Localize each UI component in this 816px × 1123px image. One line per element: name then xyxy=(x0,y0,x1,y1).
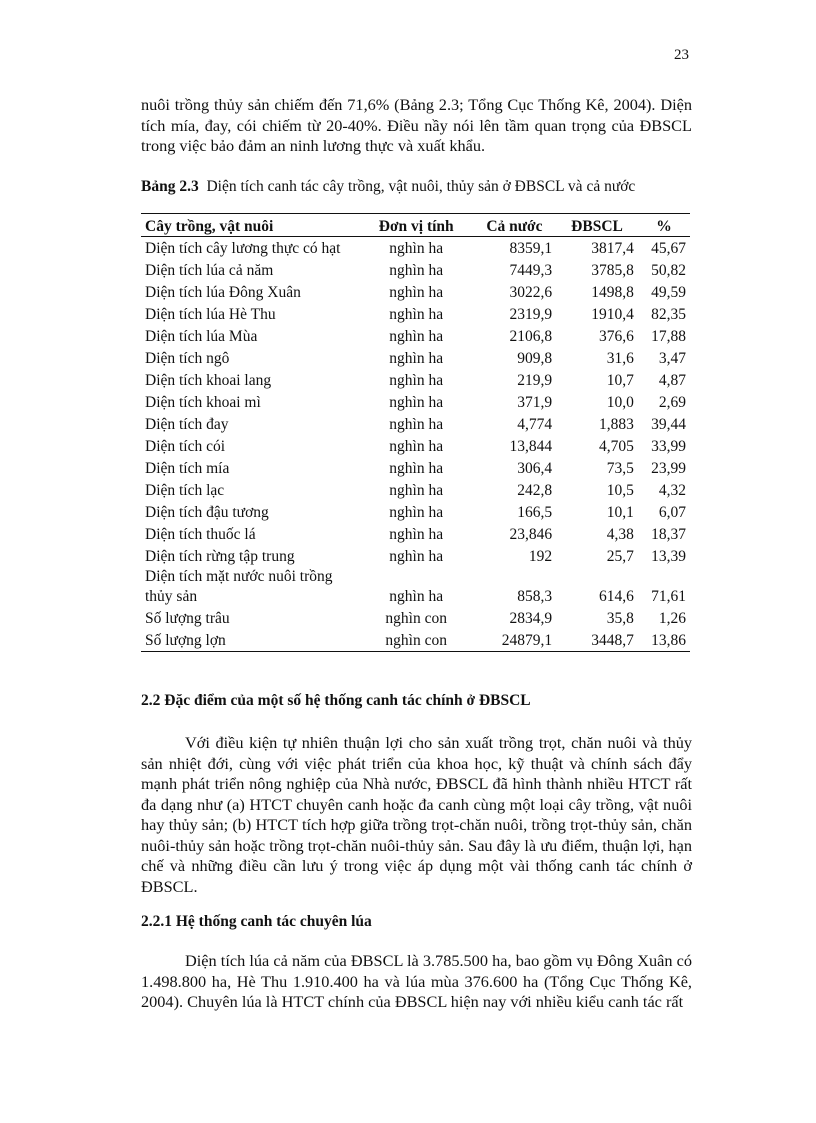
row-crop: Diện tích khoai lang xyxy=(145,372,272,389)
row-crop: Diện tích rừng tập trung xyxy=(145,548,295,565)
row-country: 8359,1 xyxy=(509,240,553,257)
row-mekong: 1,883 xyxy=(599,416,634,433)
table-header-row xyxy=(141,214,690,237)
row-mekong: 35,8 xyxy=(606,610,634,627)
row-crop: Diện tích lúa Hè Thu xyxy=(145,306,276,323)
row-percent: 82,35 xyxy=(651,306,686,323)
row-unit: nghìn ha xyxy=(389,526,444,543)
row-country: 219,9 xyxy=(517,372,553,389)
row-percent: 17,88 xyxy=(651,328,686,345)
table-row xyxy=(141,435,690,457)
row-percent: 23,99 xyxy=(651,460,686,477)
row-unit: nghìn ha xyxy=(389,588,444,605)
row-country: 23,846 xyxy=(509,526,553,543)
row-mekong: 614,6 xyxy=(599,588,634,605)
row-crop: Diện tích lạc xyxy=(145,482,225,499)
row-country: 858,3 xyxy=(517,588,553,605)
header-country: Cả nước xyxy=(473,214,556,237)
row-mekong: 1910,4 xyxy=(591,306,634,323)
table-caption xyxy=(141,178,635,196)
row-unit: nghìn ha xyxy=(389,328,444,345)
table-row xyxy=(141,259,690,281)
table-row xyxy=(141,347,690,369)
row-crop: Diện tích cây lương thực có hạt xyxy=(145,240,341,257)
table-row xyxy=(141,545,690,567)
row-unit: nghìn ha xyxy=(389,350,444,367)
section-2-2-body: Với điều kiện tự nhiên thuận lợi cho sản xuất trồng trọt, chăn nuôi và thủy sản nhiệt đới, cùng với việc phát triển của khoa học, kỹ thuật và chính sách đẩy mạnh phát triển nông nghiệp của Nhà nước, ĐBSCL đã hình thành nhiều HTCT rất đa dạng như (a) HTCT chuyên canh hoặc đa canh cùng một loại cây trồng, vật nuôi hay thủy sản; (b) HTCT tích hợp giữa trồng trọt-chăn nuôi, trồng trọt-thủy sản, chăn nuôi-thủy sản hoặc trồng trọt-chăn nuôi-thủy sản. Sau đây là ưu điểm, thuận lợi, hạn chế và những điều cần lưu ý trong việc áp dụng một vài thống canh tác chính ở ĐBSCL. xyxy=(141,733,692,896)
table-row xyxy=(141,457,690,479)
row-country: 2319,9 xyxy=(509,306,553,323)
header-mekong: ĐBSCL xyxy=(556,214,638,237)
row-crop: Diện tích lúa cả năm xyxy=(145,262,274,279)
row-mekong: 10,7 xyxy=(606,372,634,389)
row-country: 306,4 xyxy=(517,460,553,477)
intro-paragraph: nuôi trồng thủy sản chiếm đến 71,6% (Bảng 2.3; Tổng Cục Thống Kê, 2004). Diện tích mía, đay, cói chiếm từ 20-40%. Điều nầy nói lên tầm quan trọng của ĐBSCL trong việc bảo đảm an ninh lương thực và xuất khẩu. xyxy=(141,95,692,155)
table-row xyxy=(141,391,690,413)
row-mekong: 31,6 xyxy=(606,350,634,367)
row-country: 4,774 xyxy=(517,416,553,433)
row-unit: nghìn ha xyxy=(389,284,444,301)
row-crop: Diện tích lúa Đông Xuân xyxy=(145,284,301,301)
row-unit: nghìn ha xyxy=(389,240,444,257)
row-unit: nghìn ha xyxy=(389,394,444,411)
table-row xyxy=(141,479,690,501)
row-mekong: 25,7 xyxy=(606,548,634,565)
table-row xyxy=(141,303,690,325)
row-country: 2834,9 xyxy=(509,610,553,627)
row-country: 192 xyxy=(528,548,553,565)
row-mekong: 3448,7 xyxy=(556,629,638,652)
row-crop: Diện tích khoai mì xyxy=(145,394,261,411)
row-percent: 3,47 xyxy=(658,350,686,367)
row-percent: 45,67 xyxy=(651,240,686,257)
row-mekong: 4,38 xyxy=(606,526,634,543)
row-country: 13,844 xyxy=(509,438,553,455)
row-unit: nghìn ha xyxy=(389,548,444,565)
table-row xyxy=(141,501,690,523)
row-crop: Diện tích ngô xyxy=(145,350,230,367)
table-row xyxy=(141,281,690,303)
page-number: 23 xyxy=(674,47,689,63)
row-crop: Diện tích mặt nước nuôi trồng thủy sản xyxy=(145,568,333,605)
row-unit: nghìn ha xyxy=(389,416,444,433)
table-caption-text: Diện tích canh tác cây trồng, vật nuôi, thủy sản ở ĐBSCL và cả nước xyxy=(206,178,636,195)
section-2-2-1-body: Diện tích lúa cả năm của ĐBSCL là 3.785.500 ha, bao gồm vụ Đông Xuân có 1.498.800 ha, Hè Thu 1.910.400 ha và lúa mùa 376.600 ha (Tổng Cục Thống Kê, 2004). Chuyên lúa là HTCT chính của ĐBSCL hiện nay với nhiều kiểu canh tác rất xyxy=(141,951,692,1011)
header-percent: % xyxy=(638,214,690,237)
row-unit: nghìn ha xyxy=(389,482,444,499)
row-crop: Số lượng trâu xyxy=(145,610,230,627)
row-unit: nghìn ha xyxy=(389,460,444,477)
row-mekong: 3785,8 xyxy=(591,262,634,279)
row-percent: 18,37 xyxy=(651,526,686,543)
row-mekong: 3817,4 xyxy=(591,240,634,257)
row-percent: 49,59 xyxy=(651,284,686,301)
table-row xyxy=(141,523,690,545)
table-row xyxy=(141,607,690,629)
row-mekong: 73,5 xyxy=(606,460,634,477)
table-row xyxy=(141,629,690,652)
row-unit: nghìn ha xyxy=(389,306,444,323)
row-mekong: 376,6 xyxy=(599,328,634,345)
row-country: 166,5 xyxy=(517,504,553,521)
row-crop: Diện tích đay xyxy=(145,416,229,433)
table-caption-label: Bảng 2.3 xyxy=(141,178,199,195)
row-unit: nghìn ha xyxy=(389,438,444,455)
crop-area-table xyxy=(141,213,690,652)
row-unit: nghìn ha xyxy=(389,262,444,279)
table-row xyxy=(141,369,690,391)
row-percent: 39,44 xyxy=(651,416,686,433)
section-2-2-1-heading: 2.2.1 Hệ thống canh tác chuyên lúa xyxy=(141,913,372,930)
row-country: 3022,6 xyxy=(509,284,553,301)
table-row xyxy=(141,413,690,435)
header-unit: Đơn vị tính xyxy=(360,214,473,237)
row-percent: 33,99 xyxy=(651,438,686,455)
row-mekong: 10,0 xyxy=(606,394,634,411)
row-percent: 13,86 xyxy=(638,629,690,652)
row-percent: 71,61 xyxy=(651,588,686,605)
header-crop: Cây trồng, vật nuôi xyxy=(141,214,360,237)
row-mekong: 4,705 xyxy=(599,438,634,455)
row-mekong: 10,5 xyxy=(606,482,634,499)
row-percent: 6,07 xyxy=(658,504,686,521)
table-row xyxy=(141,325,690,347)
row-crop: Diện tích mía xyxy=(145,460,230,477)
row-crop: Diện tích lúa Mùa xyxy=(145,328,258,345)
row-unit: nghìn ha xyxy=(389,504,444,521)
row-crop: Số lượng lợn xyxy=(141,629,360,652)
row-unit: nghìn con xyxy=(385,610,447,627)
row-country: 7449,3 xyxy=(509,262,553,279)
table-body xyxy=(141,237,690,652)
row-country: 909,8 xyxy=(517,350,553,367)
row-crop: Diện tích đậu tương xyxy=(145,504,269,521)
row-percent: 4,87 xyxy=(658,372,686,389)
row-percent: 2,69 xyxy=(658,394,686,411)
row-country: 24879,1 xyxy=(473,629,556,652)
table-row xyxy=(141,237,690,260)
row-country: 371,9 xyxy=(517,394,553,411)
row-mekong: 1498,8 xyxy=(591,284,634,301)
row-mekong: 10,1 xyxy=(606,504,634,521)
row-country: 2106,8 xyxy=(509,328,553,345)
row-country: 242,8 xyxy=(517,482,553,499)
row-percent: 50,82 xyxy=(651,262,686,279)
row-percent: 13,39 xyxy=(651,548,686,565)
section-2-2-heading: 2.2 Đặc điểm của một số hệ thống canh tác chính ở ĐBSCL xyxy=(141,692,531,709)
row-unit: nghìn ha xyxy=(389,372,444,389)
row-percent: 1,26 xyxy=(658,610,686,627)
row-crop: Diện tích thuốc lá xyxy=(145,526,256,543)
row-unit: nghìn con xyxy=(360,629,473,652)
row-crop: Diện tích cói xyxy=(145,438,226,455)
table-row xyxy=(141,567,690,607)
row-percent: 4,32 xyxy=(658,482,686,499)
